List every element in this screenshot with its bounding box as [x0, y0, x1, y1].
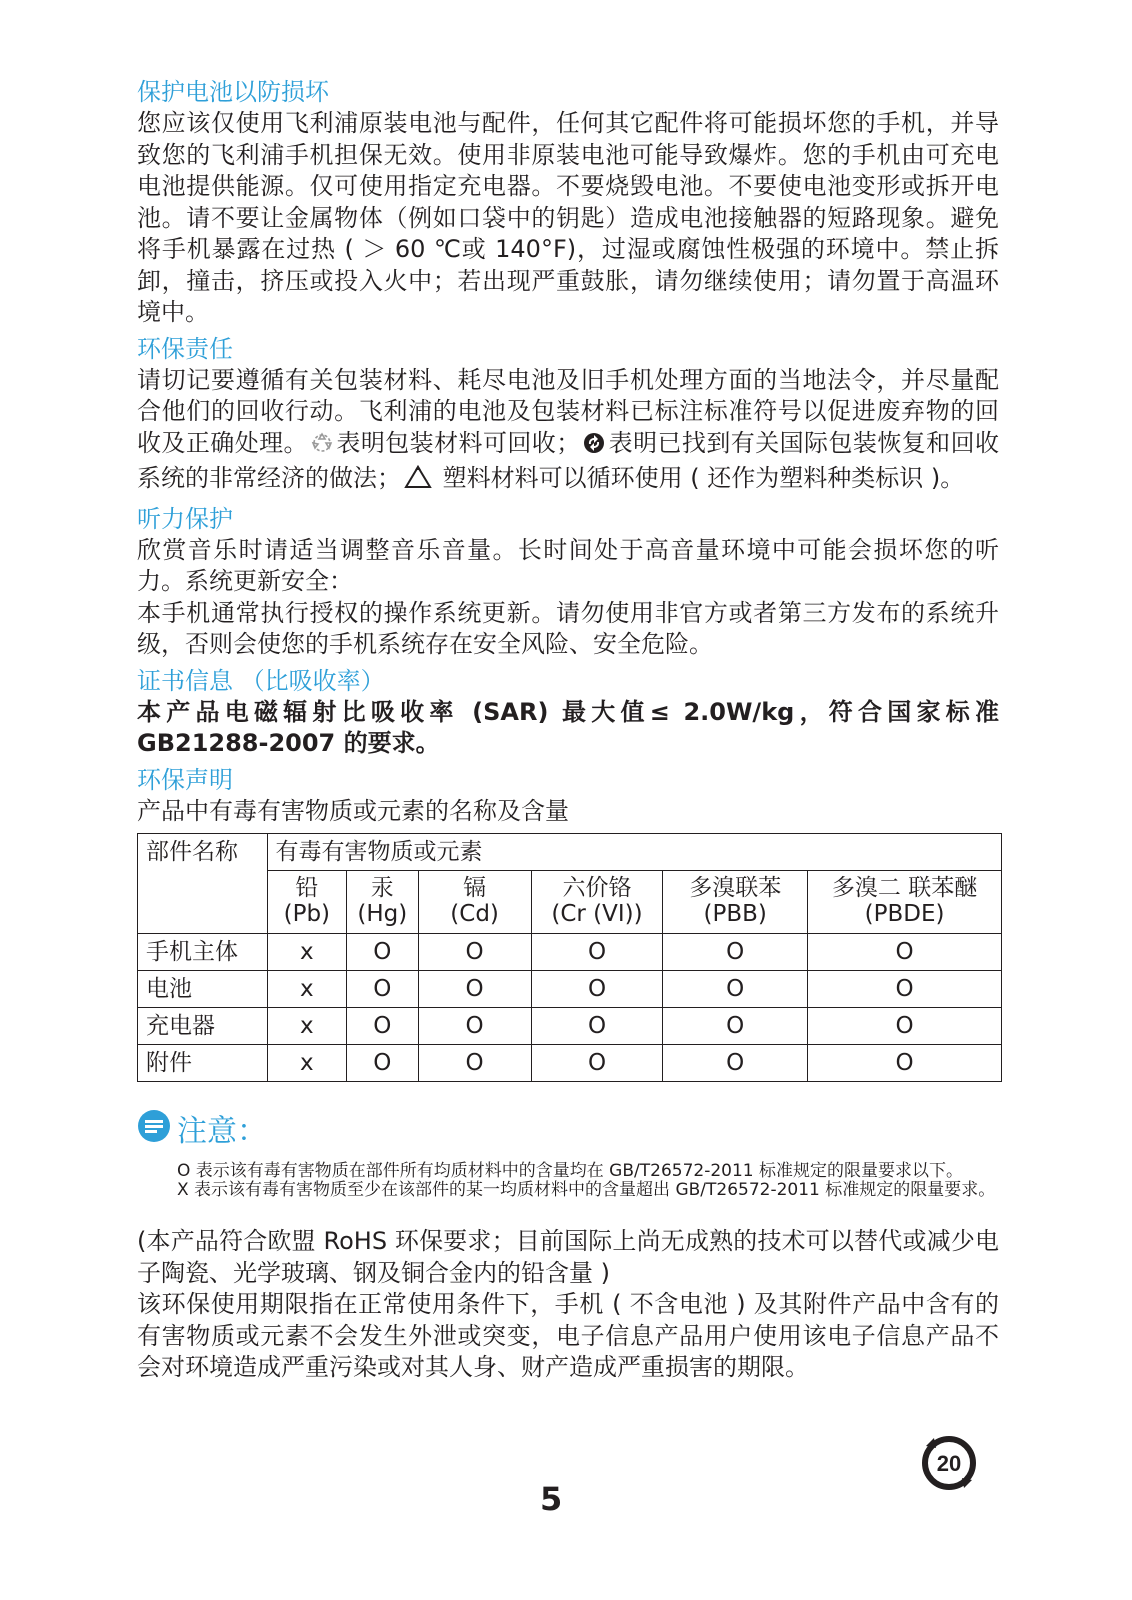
header-substance: 多溴联苯 (PBB) [663, 871, 808, 934]
battery-paragraph: 您应该仅使用飞利浦原装电池与配件，任何其它配件将可能损坏您的手机，并导致您的飞利浦手机担保无效。使用非原装电池可能导致爆炸。您的手机由可充电电池提供能源。仅可使用指定充电器。不要烧毁电池。不要使电池变形或拆开电池。请不要让金属物体（例如口袋中的钥匙）造成电池接触器的短路现象。避免将手机暴露在过热 ( ＞ 60 ℃或 140°F)，过湿或腐蚀性极强的环境中。禁止拆卸，撞击，挤压或投入火中；若出现严重鼓胀，请勿继续使用；请勿置于高温环境中。 [137, 109, 999, 326]
cell-value: x [267, 1008, 347, 1045]
cell-value: O [808, 1045, 1002, 1082]
header-substance: 铅 (Pb) [267, 871, 347, 934]
cell-value: O [663, 971, 808, 1008]
header-substance: 汞 (Hg) [347, 871, 418, 934]
hearing-paragraph-1: 欣赏音乐时请适当调整音乐音量。长时间处于高音量环境中可能会损坏您的听力。系统更新安全： [137, 535, 999, 595]
hearing-paragraph-2: 本手机通常执行授权的操作系统更新。请勿使用非官方或者第三方发布的系统升级，否则会使您的手机系统存在安全风险、安全危险。 [137, 598, 999, 658]
table-row [138, 1008, 1002, 1045]
env-text-4: 塑料材料可以循环使用 ( 还作为塑料种类标识 )。 [435, 464, 965, 492]
period-paragraph: 该环保使用期限指在正常使用条件下，手机 ( 不含电池 ) 及其附件产品中含有的有害物质或元素不会发生外泄或突变，电子信息产品用户使用该电子信息产品不会对环境造成严重污染或对其人身、财产造成严重损害的期限。 [137, 1290, 999, 1381]
env-period-label: 20 [936, 1451, 962, 1476]
header-substance: 镉 (Cd) [418, 871, 531, 934]
cell-value: O [347, 971, 418, 1008]
cell-value: x [267, 1045, 347, 1082]
header-part-name: 部件名称 [138, 834, 268, 934]
rohs-paragraph: (本产品符合欧盟 RoHS 环保要求；目前国际上尚无成熟的技术可以替代或减少电子陶瓷、光学玻璃、钢及铜合金内的铅含量 ) [137, 1227, 999, 1287]
cell-value: x [267, 934, 347, 971]
header-substance: 六价铬 (Cr (VI)) [531, 871, 663, 934]
row-part: 手机主体 [138, 934, 268, 971]
cell-value: O [808, 1008, 1002, 1045]
cell-value: O [347, 934, 418, 971]
battery-heading: 保护电池以防损坏 [137, 78, 329, 106]
plastic-recycle-icon [403, 464, 433, 499]
row-part: 充电器 [138, 1008, 268, 1045]
cell-value: O [663, 1045, 808, 1082]
page-number: 5 [540, 1480, 563, 1518]
cell-value: O [808, 971, 1002, 1008]
green-dot-icon [582, 431, 606, 464]
cell-value: O [347, 1045, 418, 1082]
cell-value: O [531, 971, 663, 1008]
cell-value: O [418, 934, 531, 971]
hazard-table [137, 833, 1002, 1082]
row-part: 电池 [138, 971, 268, 1008]
cell-value: O [808, 934, 1002, 971]
note-line-x: X 表示该有毒有害物质至少在该部件的某一均质材料中的含量超出 GB/T26572-2011 标准规定的限量要求。 [177, 1180, 996, 1200]
env-text-3: 表明已找到有关国际包装恢复和回收系统的非常经济的做法； [137, 428, 1000, 492]
note-header [137, 1106, 999, 1150]
cell-value: O [531, 1045, 663, 1082]
cell-value: O [418, 971, 531, 1008]
env-heading: 环保责任 [137, 334, 233, 363]
cell-value: O [531, 1008, 663, 1045]
env-text-1: 请切记要遵循有关包装材料、耗尽电池及旧手机处理方面的当地法令，并尽量配合他们的回收行动。飞利浦的电池及包装材料已标注标准符号以促进废弃物的回收及正确处理。 [137, 365, 999, 457]
note-icon [137, 1109, 171, 1147]
table-row [138, 934, 1002, 971]
statement-heading: 环保声明 [137, 765, 233, 794]
header-substance-group: 有毒有害物质或元素 [267, 834, 1001, 871]
cell-value: x [267, 971, 347, 1008]
cell-value: O [663, 1008, 808, 1045]
row-part: 附件 [138, 1045, 268, 1082]
cell-value: O [418, 1045, 531, 1082]
cert-heading: 证书信息 （比吸收率） [137, 666, 385, 695]
note-line-o: O 表示该有毒有害物质在部件所有均质材料中的含量均在 GB/T26572-2011 标准规定的限量要求以下。 [177, 1161, 964, 1181]
cell-value: O [531, 934, 663, 971]
cell-value: O [347, 1008, 418, 1045]
cell-value: O [418, 1008, 531, 1045]
env-text-2: 表明包装材料可回收； [335, 428, 581, 457]
header-substance: 多溴二 联苯醚 (PBDE) [808, 871, 1002, 934]
table-row [138, 971, 1002, 1008]
cell-value: O [663, 934, 808, 971]
cert-paragraph: 本产品电磁辐射比吸收率 (SAR) 最大值≤ 2.0W/kg，符合国家标准 GB21288-2007 的要求。 [137, 697, 999, 757]
recycle-icon [310, 431, 334, 464]
env-period-20-icon [918, 1432, 980, 1498]
note-title: 注意： [177, 1114, 267, 1149]
env-paragraph [137, 365, 999, 499]
page-content [137, 72, 999, 1384]
table-row [138, 1045, 1002, 1082]
hearing-heading: 听力保护 [137, 504, 233, 533]
table-caption: 产品中有毒有害物质或元素的名称及含量 [137, 796, 569, 825]
